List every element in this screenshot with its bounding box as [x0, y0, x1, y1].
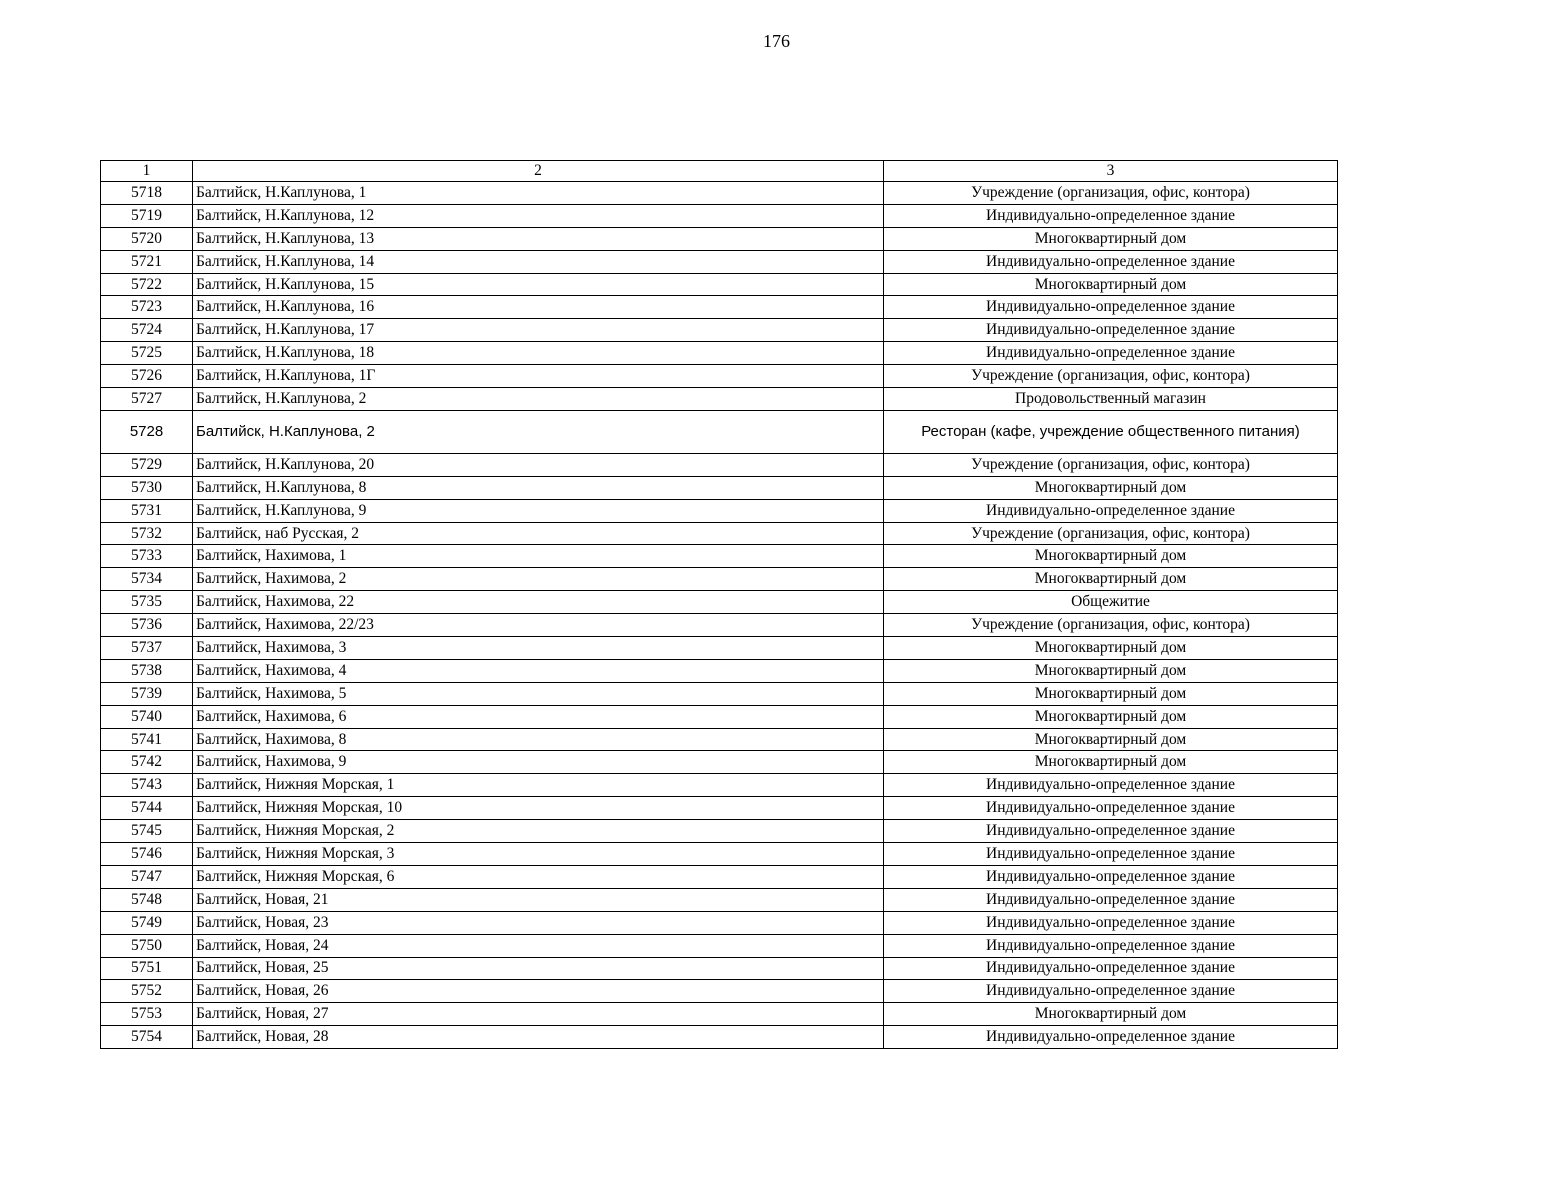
table-row	[101, 934, 1338, 957]
address-register-table	[100, 160, 1338, 1049]
object-type-cell: Многоквартирный дом	[884, 476, 1338, 499]
address-cell: Балтийск, Нахимова, 8	[193, 728, 884, 751]
object-type-cell: Многоквартирный дом	[884, 545, 1338, 568]
row-number-cell: 5738	[101, 659, 193, 682]
row-number-cell: 5720	[101, 227, 193, 250]
address-cell: Балтийск, Нижняя Морская, 6	[193, 865, 884, 888]
table-header-row	[101, 161, 1338, 182]
row-number-cell: 5734	[101, 568, 193, 591]
row-number-cell: 5754	[101, 1026, 193, 1049]
address-cell: Балтийск, Н.Каплунова, 1Г	[193, 365, 884, 388]
table-row	[101, 774, 1338, 797]
table-row	[101, 659, 1338, 682]
object-type-cell: Индивидуально-определенное здание	[884, 980, 1338, 1003]
address-cell: Балтийск, Нижняя Морская, 3	[193, 843, 884, 866]
row-number-cell: 5722	[101, 273, 193, 296]
row-number-cell: 5732	[101, 522, 193, 545]
object-type-cell: Индивидуально-определенное здание	[884, 319, 1338, 342]
address-cell: Балтийск, Н.Каплунова, 12	[193, 204, 884, 227]
table-row	[101, 410, 1338, 453]
object-type-cell: Многоквартирный дом	[884, 568, 1338, 591]
address-cell: Балтийск, Н.Каплунова, 1	[193, 182, 884, 205]
row-number-cell: 5749	[101, 911, 193, 934]
address-cell: Балтийск, Н.Каплунова, 8	[193, 476, 884, 499]
table-row	[101, 751, 1338, 774]
table-row	[101, 957, 1338, 980]
address-cell: Балтийск, Нахимова, 4	[193, 659, 884, 682]
column-header-3: 3	[884, 161, 1338, 182]
object-type-cell: Индивидуально-определенное здание	[884, 843, 1338, 866]
row-number-cell: 5737	[101, 637, 193, 660]
row-number-cell: 5718	[101, 182, 193, 205]
table-row	[101, 1026, 1338, 1049]
address-cell: Балтийск, Новая, 21	[193, 888, 884, 911]
address-cell: Балтийск, Нижняя Морская, 2	[193, 820, 884, 843]
table-row	[101, 614, 1338, 637]
address-cell: Балтийск, Н.Каплунова, 13	[193, 227, 884, 250]
object-type-cell: Индивидуально-определенное здание	[884, 911, 1338, 934]
address-cell: Балтийск, Нахимова, 22/23	[193, 614, 884, 637]
table-row	[101, 568, 1338, 591]
table-row	[101, 1003, 1338, 1026]
object-type-cell: Общежитие	[884, 591, 1338, 614]
address-cell: Балтийск, Нижняя Морская, 1	[193, 774, 884, 797]
table-row	[101, 545, 1338, 568]
address-cell: Балтийск, Нахимова, 5	[193, 682, 884, 705]
table-row	[101, 365, 1338, 388]
address-cell: Балтийск, Н.Каплунова, 2	[193, 410, 884, 453]
object-type-cell: Ресторан (кафе, учреждение общественного питания)	[884, 410, 1338, 453]
row-number-cell: 5743	[101, 774, 193, 797]
object-type-cell: Индивидуально-определенное здание	[884, 1026, 1338, 1049]
object-type-cell: Продовольственный магазин	[884, 388, 1338, 411]
row-number-cell: 5736	[101, 614, 193, 637]
row-number-cell: 5744	[101, 797, 193, 820]
address-cell: Балтийск, Н.Каплунова, 15	[193, 273, 884, 296]
address-cell: Балтийск, Н.Каплунова, 16	[193, 296, 884, 319]
column-header-2: 2	[193, 161, 884, 182]
table-row	[101, 820, 1338, 843]
object-type-cell: Многоквартирный дом	[884, 751, 1338, 774]
row-number-cell: 5741	[101, 728, 193, 751]
row-number-cell: 5748	[101, 888, 193, 911]
object-type-cell: Индивидуально-определенное здание	[884, 296, 1338, 319]
table-row	[101, 637, 1338, 660]
row-number-cell: 5729	[101, 453, 193, 476]
table-row	[101, 227, 1338, 250]
row-number-cell: 5724	[101, 319, 193, 342]
object-type-cell: Учреждение (организация, офис, контора)	[884, 182, 1338, 205]
table-row	[101, 705, 1338, 728]
table-row	[101, 250, 1338, 273]
table-row	[101, 797, 1338, 820]
object-type-cell: Многоквартирный дом	[884, 659, 1338, 682]
object-type-cell: Индивидуально-определенное здание	[884, 774, 1338, 797]
table-row	[101, 296, 1338, 319]
row-number-cell: 5745	[101, 820, 193, 843]
object-type-cell: Индивидуально-определенное здание	[884, 499, 1338, 522]
table-row	[101, 682, 1338, 705]
object-type-cell: Индивидуально-определенное здание	[884, 797, 1338, 820]
address-cell: Балтийск, наб Русская, 2	[193, 522, 884, 545]
address-cell: Балтийск, Н.Каплунова, 14	[193, 250, 884, 273]
table-row	[101, 204, 1338, 227]
row-number-cell: 5725	[101, 342, 193, 365]
address-cell: Балтийск, Нижняя Морская, 10	[193, 797, 884, 820]
address-cell: Балтийск, Новая, 27	[193, 1003, 884, 1026]
table-row	[101, 476, 1338, 499]
object-type-cell: Индивидуально-определенное здание	[884, 934, 1338, 957]
row-number-cell: 5726	[101, 365, 193, 388]
address-cell: Балтийск, Н.Каплунова, 20	[193, 453, 884, 476]
object-type-cell: Многоквартирный дом	[884, 1003, 1338, 1026]
row-number-cell: 5730	[101, 476, 193, 499]
address-cell: Балтийск, Новая, 26	[193, 980, 884, 1003]
row-number-cell: 5750	[101, 934, 193, 957]
table-row	[101, 888, 1338, 911]
row-number-cell: 5721	[101, 250, 193, 273]
object-type-cell: Многоквартирный дом	[884, 705, 1338, 728]
table-row	[101, 591, 1338, 614]
address-cell: Балтийск, Нахимова, 9	[193, 751, 884, 774]
row-number-cell: 5728	[101, 410, 193, 453]
address-cell: Балтийск, Н.Каплунова, 18	[193, 342, 884, 365]
table-row	[101, 911, 1338, 934]
row-number-cell: 5751	[101, 957, 193, 980]
row-number-cell: 5731	[101, 499, 193, 522]
object-type-cell: Индивидуально-определенное здание	[884, 342, 1338, 365]
row-number-cell: 5733	[101, 545, 193, 568]
row-number-cell: 5723	[101, 296, 193, 319]
table-body	[101, 161, 1338, 1049]
address-cell: Балтийск, Н.Каплунова, 17	[193, 319, 884, 342]
address-cell: Балтийск, Новая, 28	[193, 1026, 884, 1049]
object-type-cell: Учреждение (организация, офис, контора)	[884, 453, 1338, 476]
object-type-cell: Индивидуально-определенное здание	[884, 957, 1338, 980]
address-cell: Балтийск, Нахимова, 22	[193, 591, 884, 614]
row-number-cell: 5752	[101, 980, 193, 1003]
table-row	[101, 388, 1338, 411]
object-type-cell: Индивидуально-определенное здание	[884, 250, 1338, 273]
row-number-cell: 5747	[101, 865, 193, 888]
row-number-cell: 5742	[101, 751, 193, 774]
row-number-cell: 5719	[101, 204, 193, 227]
object-type-cell: Многоквартирный дом	[884, 227, 1338, 250]
row-number-cell: 5753	[101, 1003, 193, 1026]
object-type-cell: Многоквартирный дом	[884, 682, 1338, 705]
object-type-cell: Индивидуально-определенное здание	[884, 865, 1338, 888]
table-row	[101, 980, 1338, 1003]
table-row	[101, 865, 1338, 888]
row-number-cell: 5739	[101, 682, 193, 705]
address-cell: Балтийск, Новая, 25	[193, 957, 884, 980]
address-cell: Балтийск, Нахимова, 3	[193, 637, 884, 660]
row-number-cell: 5746	[101, 843, 193, 866]
table-row	[101, 728, 1338, 751]
object-type-cell: Многоквартирный дом	[884, 728, 1338, 751]
table-row	[101, 319, 1338, 342]
address-cell: Балтийск, Нахимова, 6	[193, 705, 884, 728]
object-type-cell: Многоквартирный дом	[884, 273, 1338, 296]
object-type-cell: Индивидуально-определенное здание	[884, 820, 1338, 843]
object-type-cell: Индивидуально-определенное здание	[884, 888, 1338, 911]
table-row	[101, 453, 1338, 476]
page-number: 176	[763, 31, 790, 51]
table-row	[101, 273, 1338, 296]
object-type-cell: Учреждение (организация, офис, контора)	[884, 614, 1338, 637]
object-type-cell: Многоквартирный дом	[884, 637, 1338, 660]
row-number-cell: 5727	[101, 388, 193, 411]
address-cell: Балтийск, Новая, 23	[193, 911, 884, 934]
row-number-cell: 5740	[101, 705, 193, 728]
table-row	[101, 182, 1338, 205]
address-cell: Балтийск, Нахимова, 2	[193, 568, 884, 591]
table-row	[101, 522, 1338, 545]
object-type-cell: Индивидуально-определенное здание	[884, 204, 1338, 227]
table-row	[101, 499, 1338, 522]
column-header-1: 1	[101, 161, 193, 182]
row-number-cell: 5735	[101, 591, 193, 614]
object-type-cell: Учреждение (организация, офис, контора)	[884, 365, 1338, 388]
table-row	[101, 843, 1338, 866]
table-row	[101, 342, 1338, 365]
address-cell: Балтийск, Новая, 24	[193, 934, 884, 957]
object-type-cell: Учреждение (организация, офис, контора)	[884, 522, 1338, 545]
address-cell: Балтийск, Нахимова, 1	[193, 545, 884, 568]
address-cell: Балтийск, Н.Каплунова, 9	[193, 499, 884, 522]
address-cell: Балтийск, Н.Каплунова, 2	[193, 388, 884, 411]
